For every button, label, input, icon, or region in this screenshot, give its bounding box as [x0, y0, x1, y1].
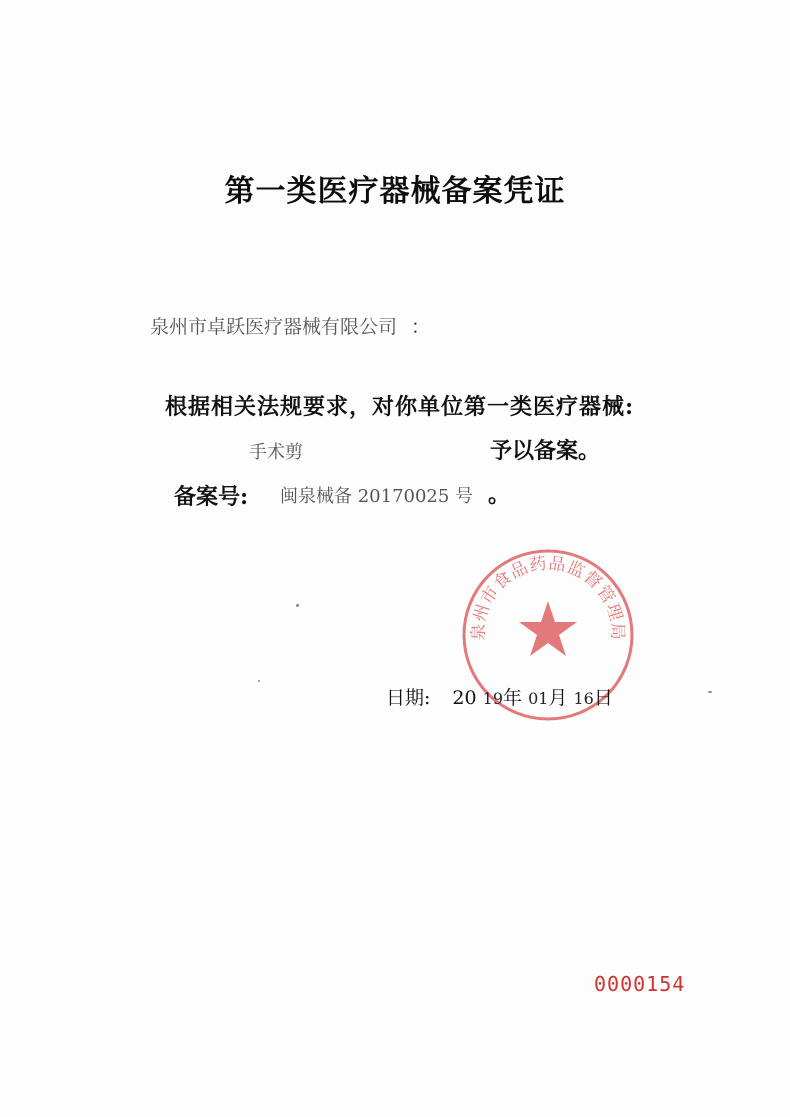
serial-number: 0000154 [594, 972, 686, 996]
date-year-char: 年 [503, 687, 523, 709]
date-year-prefix: 20 [452, 687, 477, 709]
date-year-suffix: 19 [482, 689, 503, 708]
seal-star-icon [519, 601, 577, 656]
basis-statement: 根据相关法规要求，对你单位第一类医疗器械: [165, 394, 635, 420]
date-line [386, 683, 613, 710]
approve-statement: 予以备案。 [490, 438, 601, 464]
date-month-char: 月 [548, 687, 568, 709]
record-number-label: 备案号: [174, 484, 249, 510]
company-colon: ： [411, 316, 431, 338]
date-day: 16 [573, 689, 594, 708]
seal-text: 泉州市食品药品监督管理局 [468, 553, 628, 642]
record-number: 闽泉械备 20170025 号 [280, 486, 474, 507]
product-name: 手术剪 [249, 442, 303, 463]
date-day-char: 日 [593, 687, 613, 709]
company-name: 泉州市卓跃医疗器械有限公司 [150, 316, 398, 338]
scan-speck [258, 680, 260, 682]
scan-speck [296, 604, 299, 607]
company-line [150, 312, 430, 339]
date-label: 日期: [386, 687, 431, 709]
document-title: 第一类医疗器械备案凭证 [224, 174, 566, 209]
date-month: 01 [528, 689, 549, 708]
scan-speck [708, 691, 712, 693]
record-number-end: 。 [488, 482, 511, 508]
